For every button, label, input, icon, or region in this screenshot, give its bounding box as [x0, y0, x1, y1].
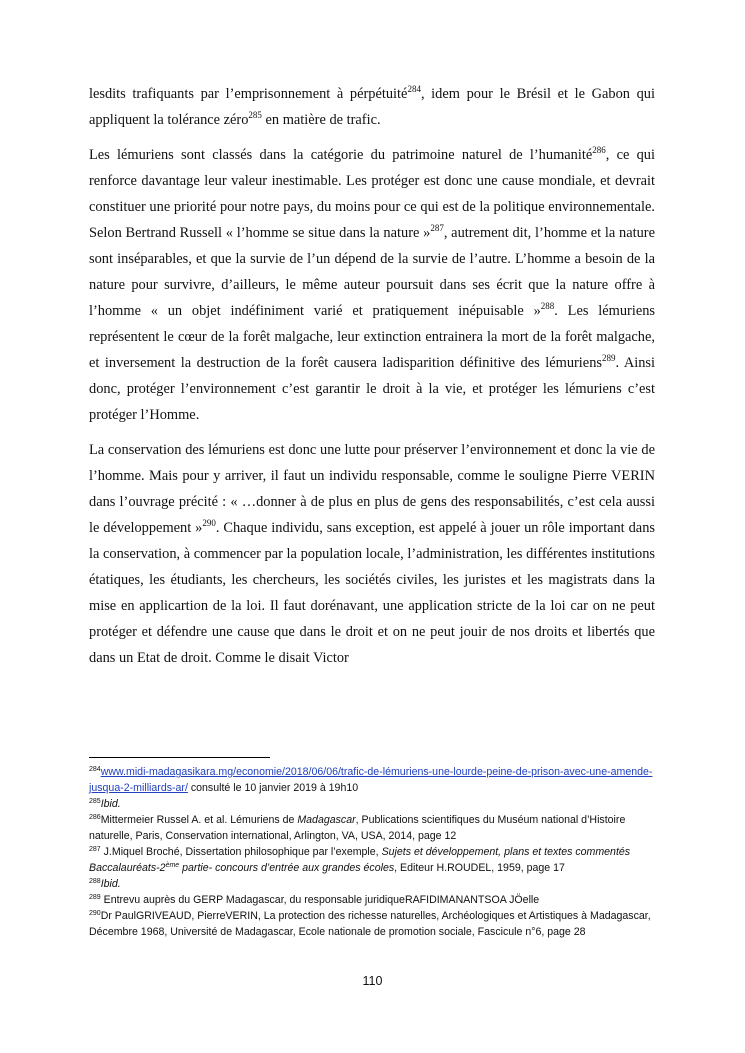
- source-link[interactable]: www.midi-madagasikara.mg/economie/2018/06/06/trafic-de-lémuriens-une-lourde-peine-de-prison-avec-une-amende-jusqua-2-milliards-ar/: [89, 766, 653, 794]
- footnote-reference: 284: [89, 766, 101, 773]
- text-run: La conservation des lémuriens est donc une lutte pour préserver l’environnement et donc la vie de l’homme. Mais pour y arriver, il faut un individu responsable, comme le souligne Pierre VERIN dans l’ouvrage précité : « …donner à de plus en plus de gens des responsabilités, c’est cela aussi le développement »: [89, 442, 655, 536]
- footnote: [89, 908, 669, 940]
- italic-text: partie- concours d’entrée aux grandes écoles: [179, 862, 395, 874]
- footnote-reference: 288: [89, 878, 101, 885]
- text-run: Entrevu auprès du GERP Madagascar, du responsable juridiqueRAFIDIMANANTSOA JÖelle: [100, 894, 540, 906]
- footnote-reference: 290: [202, 518, 216, 528]
- page-number: 110: [362, 974, 383, 988]
- footnote-reference: 286: [89, 814, 101, 821]
- footnote: [89, 812, 669, 844]
- footnote: [89, 876, 669, 892]
- footnote-reference: 287: [89, 846, 101, 853]
- paragraph: [89, 81, 655, 133]
- footnote-reference: 288: [540, 301, 555, 311]
- footnote-reference: 289: [89, 894, 101, 901]
- text-run: , idem pour le Brésil et le Gabon qui appliquent la tolérance zéro: [89, 86, 655, 128]
- footnotes: [89, 764, 669, 940]
- body-text: [89, 81, 655, 680]
- footnote-reference: 285: [248, 110, 262, 120]
- text-run: , Editeur H.ROUDEL, 1959, page 17: [394, 862, 565, 874]
- italic-superscript: ème: [165, 862, 180, 869]
- footnote: [89, 764, 669, 796]
- italic-text: Ibid.: [100, 878, 121, 890]
- footnote-reference: 286: [592, 145, 606, 155]
- footnote-reference: 290: [89, 910, 101, 917]
- footnote-reference: 285: [89, 798, 101, 805]
- text-run: , ce qui renforce davantage leur valeur inestimable. Les protéger est donc une cause mondiale, et devrait constituer une priorité pour notre pays, du moins pour ce qui est de la politique environnementale. Selon Bertrand Russell « l’homme se situe dans la nature »: [89, 147, 655, 241]
- text-run: . Chaque individu, sans exception, est appelé à jouer un rôle important dans la conservation, à commencer par la population locale, l’administration, les différentes institutions étatiques, les étudiants, les chercheurs, les sociétés civiles, les juristes et les magistrats dans la mise en applicartion de la loi. Il faut dorénavant, une application stricte de la loi car on ne peut protéger et défendre une cause que dans le droit et on ne peut jouir de nos droits et libertés que dans un Etat de droit. Comme le disait Victor: [89, 520, 655, 666]
- text-run: , autrement dit, l’homme et la nature sont inséparables, et que la survie de l’un dépend de la survie de l’autre. L’homme a besoin de la nature pour survivre, d’ailleurs, le même auteur poursuit dans ses écrit que la nature offre à l’homme « un objet indéfiniment varié et pratiquement inépuisable »: [89, 225, 655, 319]
- italic-text: Ibid.: [100, 798, 121, 810]
- italic-text: Sujets et développement, plans et textes commentés Baccalauréats-2: [89, 846, 631, 874]
- paragraph: [89, 142, 655, 428]
- text-run: lesdits trafiquants par l’emprisonnement à pérpétuité: [89, 86, 408, 102]
- text-run: consulté le 10 janvier 2019 à 19h10: [187, 782, 359, 794]
- text-run: , Publications scientifiques du Muséum national d’Histoire naturelle, Paris, Conservation international, Arlington, VA, USA, 2014, page 12: [89, 814, 626, 842]
- footnote-reference: 284: [407, 84, 421, 94]
- text-run: Les lémuriens sont classés dans la catégorie du patrimoine naturel de l’humanité: [89, 147, 593, 163]
- text-run: en matière de trafic.: [261, 112, 381, 128]
- footnote-separator: [89, 757, 270, 758]
- text-run: . Ainsi donc, protéger l’environnement c’est garantir le droit à la vie, et protéger les lémuriens c’est protéger l’Homme.: [89, 355, 656, 423]
- italic-text: Madagascar: [297, 814, 356, 826]
- footnote: [89, 796, 669, 812]
- text-run: Mittermeier Russel A. et al. Lémuriens de: [100, 814, 298, 826]
- text-run: Dr PaulGRIVEAUD, PierreVERIN, La protection des richesse naturelles, Archéologiques et Artistiques à Madagascar, Décembre 1968, Université de Madagascar, Ecole nationale de promotion sociale, Fascicule n°6, page 28: [89, 910, 651, 938]
- footnote-reference: 289: [602, 353, 616, 363]
- footnote: [89, 844, 669, 876]
- footnote: [89, 892, 669, 908]
- text-run: J.Miquel Broché, Dissertation philosophique par l’exemple,: [100, 846, 382, 858]
- paragraph: [89, 437, 655, 671]
- footnote-reference: 287: [430, 223, 444, 233]
- text-run: . Les lémuriens représentent le cœur de la forêt malgache, leur extinction entrainera la mort de la forêt malgache, et inversement la destruction de la forêt causera ladisparition définitive des lémuriens: [89, 303, 656, 371]
